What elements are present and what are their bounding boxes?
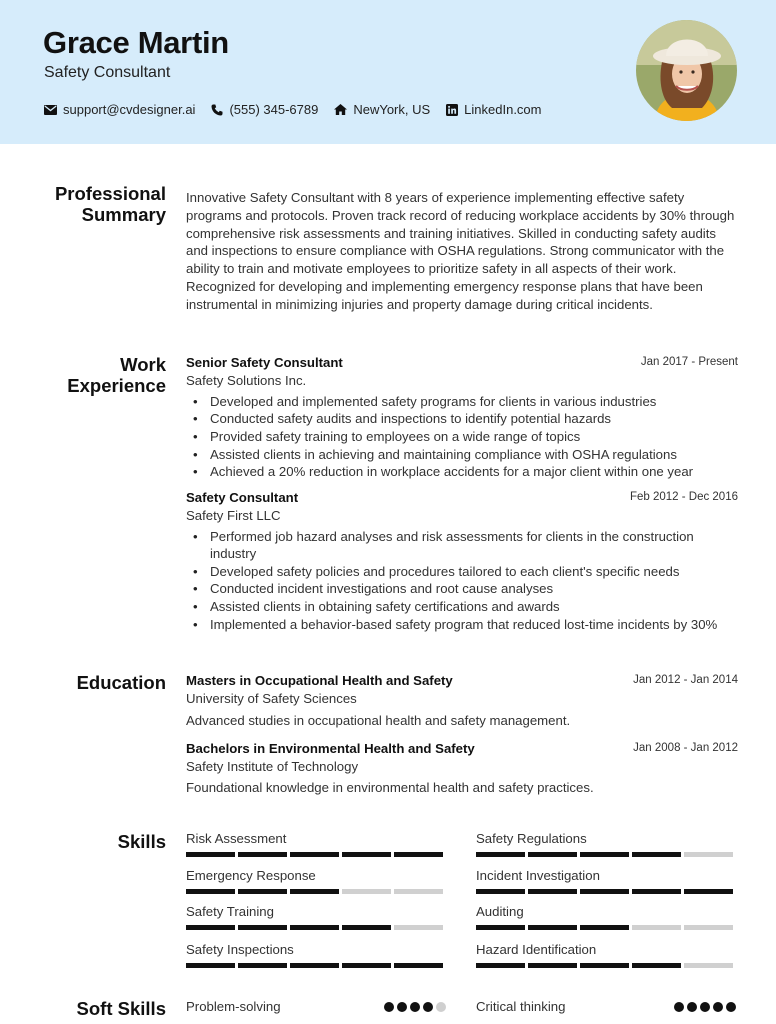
- skill-level-segment: [632, 852, 681, 857]
- skill-level-segment: [476, 963, 525, 968]
- education-entry: [186, 672, 738, 730]
- skill-item: [476, 942, 736, 968]
- skill-level-segment: [528, 889, 577, 894]
- skill-level-segment: [684, 889, 733, 894]
- soft-skills-section: [0, 998, 776, 1022]
- envelope-icon: [44, 105, 57, 115]
- rating-dot: [397, 1002, 407, 1012]
- education-title: Education: [76, 672, 166, 693]
- job-bullet: • Developed and implemented safety programs for clients in various industries: [192, 393, 738, 411]
- skill-level-segment: [342, 889, 391, 894]
- skill-level-segment: [528, 925, 577, 930]
- skill-level-segment: [290, 889, 339, 894]
- summary-title-line2: Summary: [81, 204, 166, 225]
- rating-dot: [410, 1002, 420, 1012]
- skill-level-segment: [342, 925, 391, 930]
- skill-level-segment: [580, 963, 629, 968]
- skills-section: [0, 831, 776, 981]
- skill-level-bar: [186, 852, 446, 857]
- skill-item: [476, 831, 736, 857]
- soft-skill-label: Problem-solving: [186, 999, 281, 1014]
- summary-text: Innovative Safety Consultant with 8 years of experience implementing effective safety programs and protocols. Proven track record of reducing workplace accidents by 30% through comprehensive risk assessments and training initiatives. Skilled in conducting safety audits and inspections to ensure compliance with OSHA regulations. Strong communicator with the ability to train and motivate employees to prioritize safety in all aspects of their work. Recognized for developing and implementing emergency response plans that have been instrumental in minimizing injuries and property damage during critical incidents.: [186, 190, 735, 312]
- education-date: Jan 2008 - Jan 2012: [633, 741, 738, 754]
- skill-level-bar: [186, 963, 446, 968]
- soft-skill-item: [186, 999, 446, 1014]
- job-date: Feb 2012 - Dec 2016: [629, 490, 738, 503]
- skill-level-segment: [186, 925, 235, 930]
- job-bullets: [192, 393, 738, 481]
- skill-level-segment: [476, 852, 525, 857]
- job-bullet: • Performed job hazard analyses and risk assessments for clients in the construction industry: [192, 528, 738, 563]
- job-bullet: • Implemented a behavior-based safety program that reduced lost-time incidents by 30%: [192, 616, 738, 634]
- education-list: [186, 672, 738, 797]
- skill-item: [186, 868, 446, 894]
- skills-title: Skills: [117, 831, 166, 852]
- rating-dot: [436, 1002, 446, 1012]
- job-bullet: • Provided safety training to employees on a wide range of topics: [192, 428, 738, 446]
- education-entry: [186, 740, 738, 798]
- soft-skill-rating: [381, 1002, 446, 1012]
- soft-skill-rating: [671, 1002, 736, 1012]
- school-name: Safety Institute of Technology: [186, 758, 359, 774]
- skill-item: [186, 831, 446, 857]
- home-icon: [334, 104, 347, 115]
- skill-level-segment: [186, 963, 235, 968]
- contact-linkedin[interactable]: [446, 102, 541, 117]
- skill-level-segment: [476, 925, 525, 930]
- skill-level-segment: [394, 963, 443, 968]
- skill-level-segment: [238, 963, 287, 968]
- soft-skills-title: Soft Skills: [76, 998, 166, 1019]
- experience-title: [6, 354, 166, 396]
- job-title: Senior Safety Consultant: [186, 355, 343, 370]
- skill-label: Risk Assessment: [186, 831, 287, 846]
- skill-label: Safety Training: [186, 904, 274, 919]
- job-bullets: [192, 528, 738, 634]
- job-bullet: • Conducted safety audits and inspections to identify potential hazards: [192, 410, 738, 428]
- candidate-role: Safety Consultant: [44, 64, 171, 81]
- skill-level-segment: [684, 963, 733, 968]
- location-text: NewYork, US: [353, 102, 431, 117]
- job-bullet: • Assisted clients in achieving and maintaining compliance with OSHA regulations: [192, 446, 738, 464]
- skill-level-segment: [580, 852, 629, 857]
- education-desc: Advanced studies in occupational health and safety management.: [186, 712, 571, 728]
- skill-label: Auditing: [476, 904, 524, 919]
- linkedin-icon: [446, 104, 458, 116]
- job-entry: [186, 489, 738, 633]
- skill-level-segment: [238, 925, 287, 930]
- skill-item: [476, 904, 736, 930]
- skill-item: [186, 904, 446, 930]
- skill-level-segment: [684, 852, 733, 857]
- skill-level-bar: [186, 925, 446, 930]
- contact-email[interactable]: [44, 102, 195, 117]
- skill-level-segment: [186, 889, 235, 894]
- skill-level-bar: [476, 889, 736, 894]
- skill-level-segment: [394, 852, 443, 857]
- skill-level-segment: [632, 963, 681, 968]
- skill-label: Safety Inspections: [186, 942, 294, 957]
- skill-level-segment: [684, 925, 733, 930]
- skill-level-bar: [476, 963, 736, 968]
- skill-level-segment: [394, 889, 443, 894]
- job-title: Safety Consultant: [186, 489, 299, 505]
- job-bullet: • Assisted clients in obtaining safety certifications and awards: [192, 598, 738, 616]
- contact-location: [334, 102, 430, 117]
- skill-level-segment: [394, 925, 443, 930]
- job-company: Safety First LLC: [186, 507, 281, 523]
- resume-header: [0, 0, 776, 144]
- skill-label: Safety Regulations: [476, 831, 587, 846]
- contact-phone[interactable]: [211, 102, 318, 117]
- rating-dot: [674, 1002, 684, 1012]
- skill-label: Emergency Response: [186, 868, 316, 883]
- experience-list: [186, 354, 738, 633]
- email-text: support@cvdesigner.ai: [63, 102, 196, 117]
- candidate-name: Grace Martin: [43, 25, 229, 60]
- skill-level-segment: [290, 852, 339, 857]
- school-name: University of Safety Sciences: [186, 691, 357, 706]
- contact-row: [44, 102, 558, 117]
- rating-dot: [384, 1002, 394, 1012]
- job-bullet: • Conducted incident investigations and root cause analyses: [192, 580, 738, 598]
- rating-dot: [687, 1002, 697, 1012]
- rating-dot: [713, 1002, 723, 1012]
- degree-title: Masters in Occupational Health and Safety: [186, 673, 453, 688]
- skill-level-segment: [580, 925, 629, 930]
- avatar: [636, 20, 737, 121]
- skill-level-segment: [528, 963, 577, 968]
- skill-item: [476, 868, 736, 894]
- rating-dot: [700, 1002, 710, 1012]
- degree-title: Bachelors in Environmental Health and Safety: [186, 740, 475, 756]
- linkedin-text: LinkedIn.com: [464, 102, 542, 117]
- summary-title-line1: Professional: [54, 183, 166, 204]
- job-entry: [186, 354, 738, 481]
- skill-level-segment: [528, 852, 577, 857]
- skill-level-bar: [476, 925, 736, 930]
- phone-icon: [211, 104, 223, 116]
- job-date: Jan 2017 - Present: [640, 356, 738, 368]
- skill-label: Hazard Identification: [476, 942, 597, 957]
- skill-level-segment: [238, 889, 287, 894]
- education-desc: Foundational knowledge in environmental health and safety practices.: [186, 780, 594, 796]
- skill-level-bar: [476, 852, 736, 857]
- soft-skill-label: Critical thinking: [476, 999, 566, 1014]
- job-bullet: • Achieved a 20% reduction in workplace accidents for a major client within one year: [192, 463, 738, 481]
- skill-level-segment: [186, 852, 235, 857]
- job-company: Safety Solutions Inc.: [186, 373, 307, 388]
- skill-level-segment: [580, 889, 629, 894]
- skill-level-segment: [238, 852, 287, 857]
- phone-text: (555) 345-6789: [229, 102, 319, 117]
- skill-level-segment: [476, 889, 525, 894]
- education-date: Jan 2012 - Jan 2014: [633, 674, 738, 686]
- skill-level-segment: [632, 925, 681, 930]
- skill-label: Incident Investigation: [476, 868, 600, 883]
- skill-level-bar: [186, 889, 446, 894]
- job-bullet: • Developed safety policies and procedures tailored to each client's specific needs: [192, 563, 738, 581]
- skill-level-segment: [342, 963, 391, 968]
- skill-level-segment: [290, 963, 339, 968]
- experience-title-line2: Experience: [67, 375, 166, 396]
- skill-level-segment: [632, 889, 681, 894]
- rating-dot: [726, 1002, 736, 1012]
- skill-level-segment: [290, 925, 339, 930]
- skill-item: [186, 942, 446, 968]
- rating-dot: [423, 1002, 433, 1012]
- skill-level-segment: [342, 852, 391, 857]
- soft-skill-item: [476, 999, 736, 1014]
- summary-title: [6, 183, 166, 225]
- experience-title-line1: Work: [120, 354, 166, 375]
